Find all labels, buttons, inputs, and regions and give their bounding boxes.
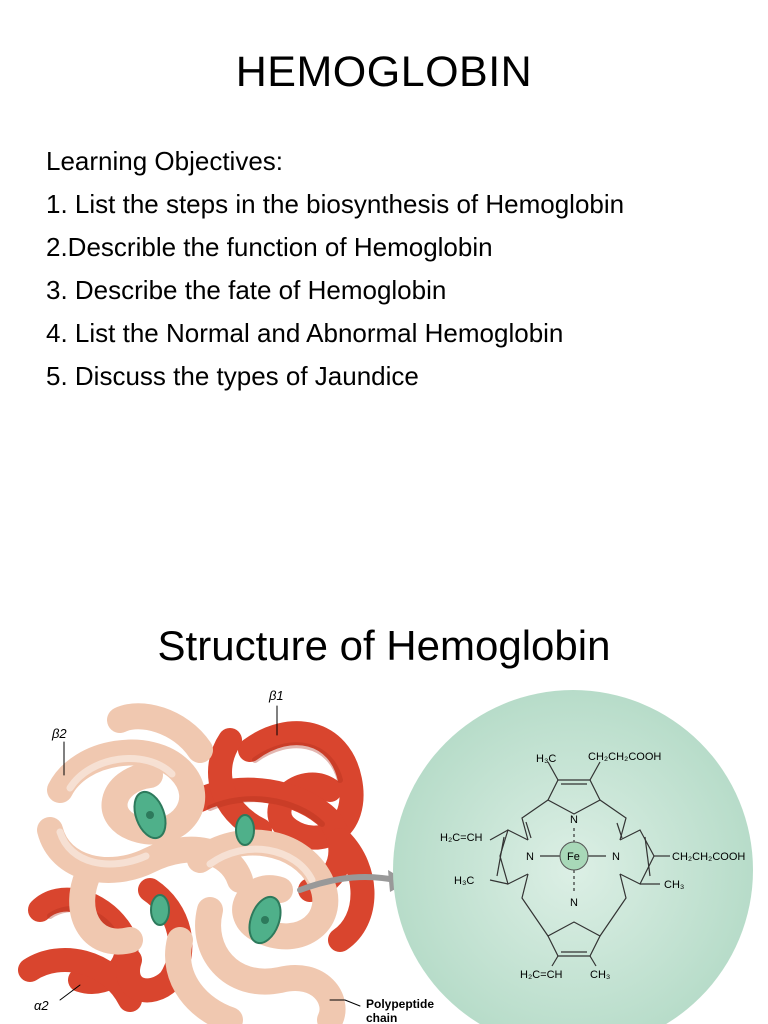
vinyl-left-label: H₂C=CH bbox=[440, 832, 483, 844]
hemoglobin-protein-illustration bbox=[30, 706, 408, 1020]
n-top-label: N bbox=[570, 814, 578, 826]
ch3-bottom-label: CH₃ bbox=[590, 969, 611, 981]
objective-item: 5. Discuss the types of Jaundice bbox=[46, 361, 419, 391]
n-right-label: N bbox=[612, 851, 620, 863]
hemoglobin-diagram bbox=[0, 680, 768, 1024]
objective-item: 1. List the steps in the biosynthesis of Hemoglobin bbox=[46, 189, 625, 219]
ch3-right-label: CH₃ bbox=[664, 879, 685, 891]
alpha2-label: α2 bbox=[34, 998, 49, 1013]
beta1-label: β1 bbox=[269, 688, 284, 703]
objective-item: 3. Describe the fate of Hemoglobin bbox=[46, 275, 447, 305]
heme-disc-icon bbox=[151, 895, 169, 925]
fe-label: Fe bbox=[567, 851, 580, 863]
n-left-label: N bbox=[526, 851, 534, 863]
learning-objectives bbox=[46, 140, 746, 398]
h3c-top-label: H₃C bbox=[536, 753, 557, 765]
n-bottom-label: N bbox=[570, 897, 578, 909]
propionate-right-label: CH₂CH₂COOH bbox=[672, 851, 746, 863]
propionate-top-label: CH₂CH₂COOH bbox=[588, 751, 662, 763]
heme-disc-icon bbox=[236, 815, 254, 845]
slide-title: Structure of Hemoglobin bbox=[157, 622, 611, 669]
objective-item: 2.Describle the function of Hemoglobin bbox=[46, 232, 493, 262]
objectives-heading: Learning Objectives: bbox=[46, 146, 284, 176]
chain-label: chain bbox=[366, 1011, 398, 1024]
polypeptide-label: Polypeptide bbox=[366, 997, 435, 1011]
page-title: HEMOGLOBIN bbox=[235, 48, 533, 96]
beta2-label: β2 bbox=[52, 726, 67, 741]
objective-item: 4. List the Normal and Abnormal Hemoglobin bbox=[46, 318, 564, 348]
h3c-left-label: H₃C bbox=[454, 875, 475, 887]
vinyl-bottom-label: H₂C=CH bbox=[520, 969, 563, 981]
